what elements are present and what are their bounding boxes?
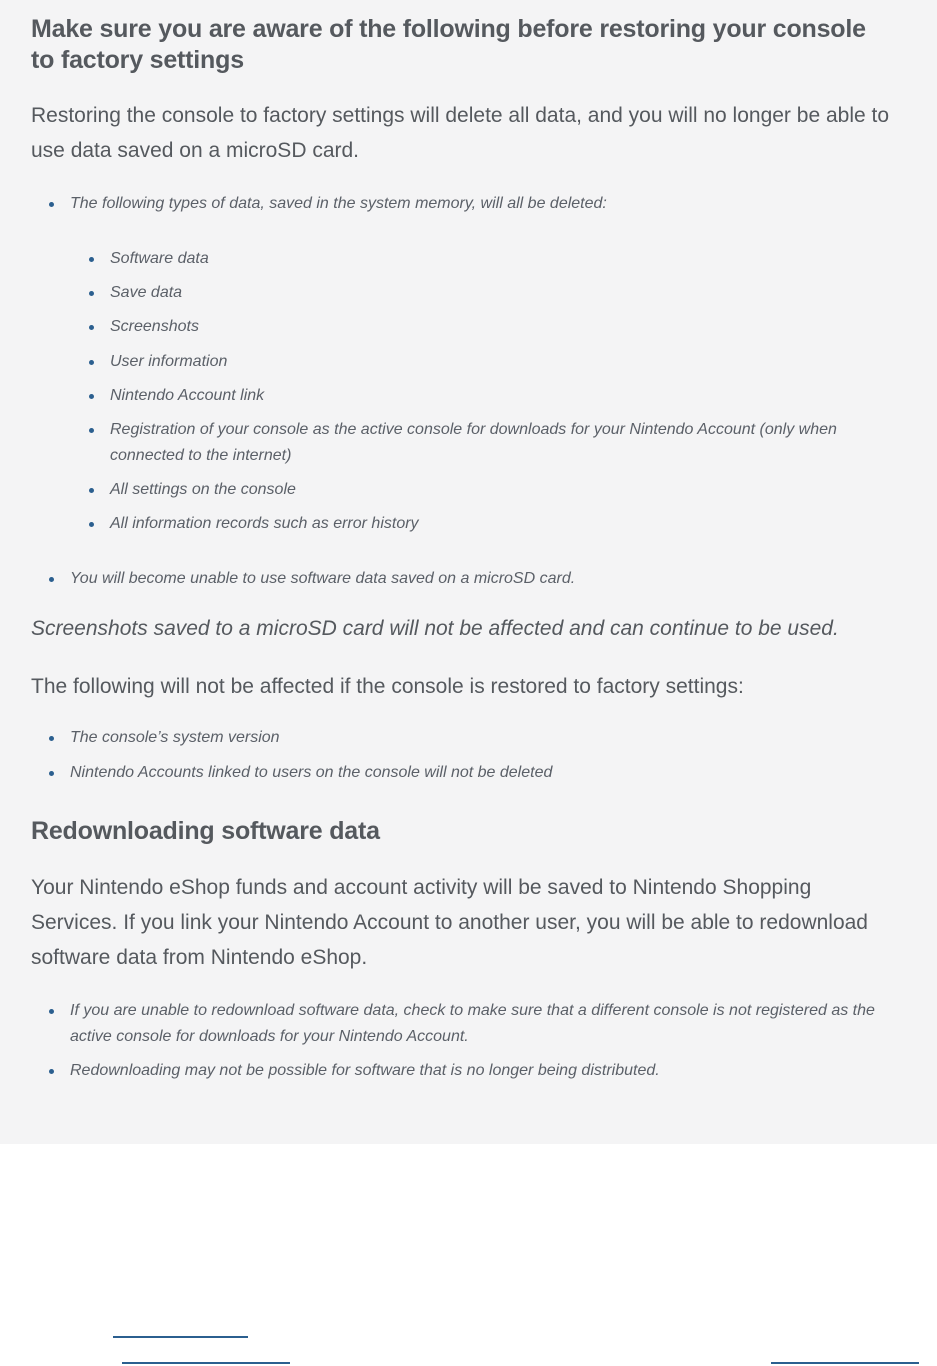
link-underline[interactable] (113, 1336, 248, 1338)
list-item: Save data (31, 280, 891, 306)
list-item: Nintendo Account link (31, 383, 891, 409)
deleted-data-intro: The following types of data, saved in the system memory, will all be deleted: (70, 195, 607, 212)
deleted-data-intro-item (31, 191, 891, 217)
redownload-intro: Your Nintendo eShop funds and account activity will be saved to Nintendo Shopping Services. If you link your Nintendo Account to another user, you will be able to redownload software data from Nintendo eShop. (31, 876, 868, 969)
not-affected-intro: The following will not be affected if the console is restored to factory settings: (31, 675, 744, 698)
not-affected-list (31, 725, 891, 786)
screenshots-note: Screenshots saved to a microSD card will not be affected and can continue to be used. (31, 617, 839, 640)
list-item: If you are unable to redownload software data, check to make sure that a different console is not registered as the active console for downloads for your Nintendo Account. (31, 998, 891, 1050)
list-item: Redownloading may not be possible for software that is no longer being distributed. (31, 1058, 891, 1084)
list-item: Nintendo Accounts linked to users on the console will not be deleted (31, 760, 891, 786)
link-underline[interactable] (771, 1362, 919, 1364)
list-item: Screenshots (31, 314, 891, 340)
link-underline[interactable] (122, 1362, 290, 1364)
factory-reset-intro: Restoring the console to factory settings will delete all data, and you will no longer be able to use data saved on a microSD card. (31, 104, 890, 162)
list-item: User information (31, 349, 891, 375)
deleted-data-sublist (31, 246, 891, 537)
redownload-list (31, 998, 891, 1084)
redownload-heading: Redownloading software data (31, 817, 380, 845)
list-item: The console’s system version (31, 725, 891, 751)
article-content (31, 14, 891, 1084)
factory-reset-warning-heading: Make sure you are aware of the following before restoring your console to factory settings (31, 15, 866, 74)
list-item: All settings on the console (31, 477, 891, 503)
list-item: All information records such as error history (31, 511, 891, 537)
deleted-data-list (31, 191, 891, 217)
list-item: Software data (31, 246, 891, 272)
list-item: Registration of your console as the active console for downloads for your Nintendo Account (only when connected to the internet) (31, 417, 891, 469)
microsd-list (31, 566, 891, 592)
microsd-item: You will become unable to use software data saved on a microSD card. (31, 566, 891, 592)
